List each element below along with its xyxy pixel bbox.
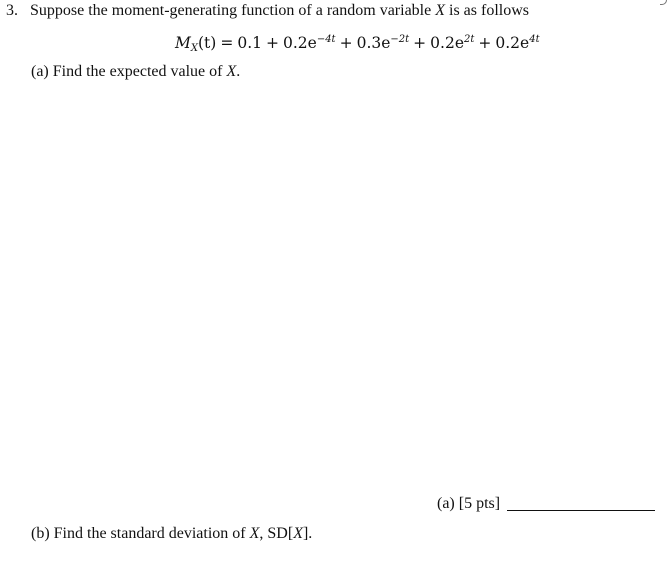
formula-exp-1: −4t	[316, 34, 336, 45]
page-corner-mark	[660, 0, 667, 5]
part-b-variable-2: X	[293, 525, 303, 542]
formula-m: M	[175, 34, 191, 52]
formula-equals: =	[220, 34, 234, 52]
formula-term-3: 0.2e	[430, 34, 464, 52]
part-a-variable: X	[226, 63, 237, 80]
part-a-suffix: .	[236, 63, 241, 80]
part-b-prefix: (b) Find the standard deviation of	[31, 525, 250, 542]
part-a-answer-label: (a) [5 pts]	[437, 495, 501, 512]
part-b-variable: X	[249, 525, 260, 542]
formula-exp-4: 4t	[529, 34, 540, 45]
formula-plus-4: +	[478, 34, 492, 52]
question-text-after: is as follows	[445, 2, 529, 19]
formula-plus-3: +	[413, 34, 427, 52]
formula-term-0: 0.1	[237, 34, 262, 52]
question-text	[30, 2, 529, 20]
formula-term-1: 0.2e	[282, 34, 317, 52]
part-b-prompt	[31, 525, 312, 543]
formula-plus-1: +	[265, 34, 279, 52]
part-b-middle: , SD[	[259, 525, 294, 542]
formula-arg: (t)	[198, 34, 217, 52]
question-text-before: Suppose the moment-generating function of a random variable	[30, 2, 436, 19]
formula-term-2: 0.3e	[356, 34, 391, 52]
formula-term-4: 0.2e	[495, 34, 530, 52]
part-b-suffix: ].	[302, 525, 313, 542]
mgf-formula	[175, 34, 540, 54]
part-a-prompt	[31, 63, 240, 81]
part-a-prefix: (a) Find the expected value of	[31, 63, 227, 80]
part-a-answer-line[interactable]	[507, 510, 655, 511]
formula-subscript: X	[190, 43, 198, 54]
formula-plus-2: +	[339, 34, 353, 52]
formula-exp-2: −2t	[390, 34, 410, 45]
question-number: 3.	[6, 2, 18, 19]
formula-exp-3: 2t	[464, 34, 475, 45]
question-variable: X	[435, 2, 445, 19]
